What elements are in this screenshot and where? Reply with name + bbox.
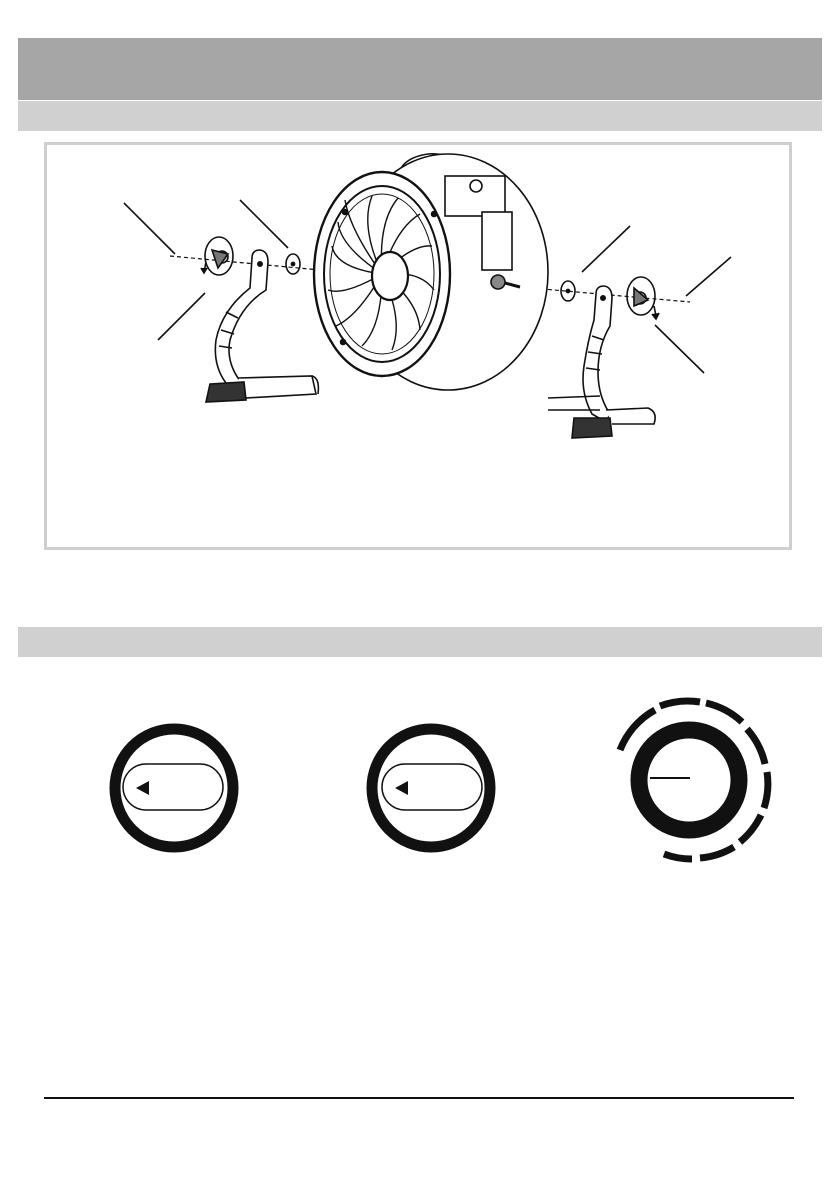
callout-line bbox=[655, 325, 704, 373]
knob-rotation-icon bbox=[620, 701, 768, 859]
fan-body bbox=[314, 154, 548, 390]
right-stand bbox=[548, 286, 655, 438]
callout-line bbox=[686, 257, 731, 296]
left-knob bbox=[201, 237, 233, 275]
right-knob bbox=[627, 277, 659, 319]
knob-locked-icon bbox=[372, 729, 490, 847]
callout-line bbox=[158, 293, 205, 340]
left-stand bbox=[206, 250, 318, 402]
callout-line bbox=[124, 203, 175, 254]
fan-assembly-diagram bbox=[124, 154, 731, 438]
callout-line bbox=[582, 226, 630, 272]
knob-locked-icon bbox=[115, 729, 233, 847]
footer-rule bbox=[44, 1097, 794, 1099]
callout-line bbox=[240, 200, 288, 248]
